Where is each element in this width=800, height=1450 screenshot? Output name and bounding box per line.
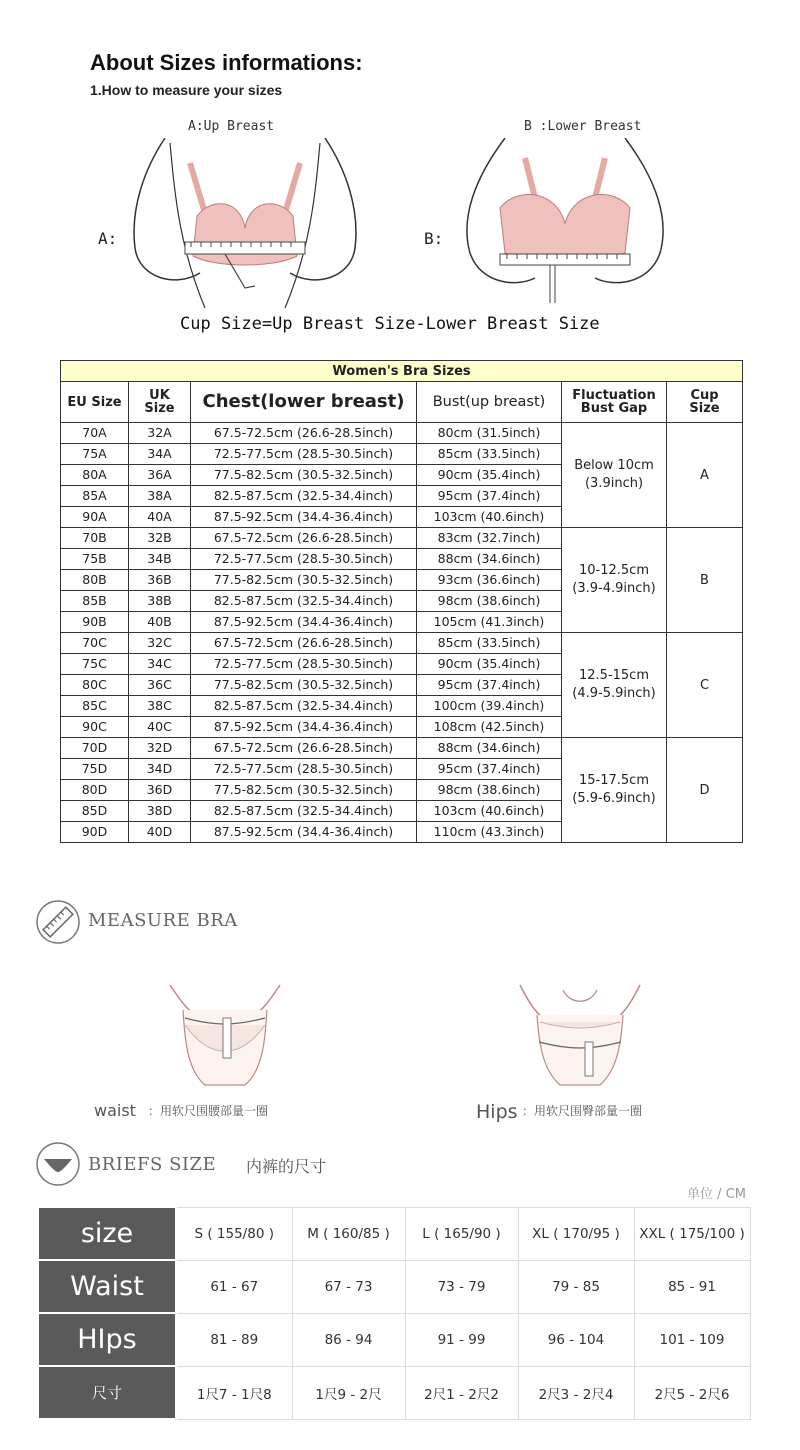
cell-uk: 32D — [129, 738, 191, 759]
cell-uk: 34A — [129, 444, 191, 465]
cell-uk: 40D — [129, 822, 191, 843]
table-row — [38, 1366, 750, 1419]
cell-fluctuation: 10-12.5cm (3.9-4.9inch) — [562, 528, 667, 633]
cell-uk: 34B — [129, 549, 191, 570]
header-cup-size: Cup Size — [667, 382, 743, 423]
cell-size: XL ( 170/95 ) — [518, 1207, 634, 1260]
row-label-hips: HIps — [38, 1313, 176, 1366]
cell-bust: 103cm (40.6inch) — [417, 507, 562, 528]
cell-bust: 90cm (35.4inch) — [417, 654, 562, 675]
cell-eu: 85B — [61, 591, 129, 612]
bra-size-table — [60, 360, 743, 843]
cell-chest: 72.5-77.5cm (28.5-30.5inch) — [191, 654, 417, 675]
cell-chi: 2尺3 - 2尺4 — [518, 1366, 634, 1419]
cell-bust: 108cm (42.5inch) — [417, 717, 562, 738]
cell-eu: 90C — [61, 717, 129, 738]
cell-chi: 1尺9 - 2尺 — [292, 1366, 405, 1419]
table-row — [38, 1313, 750, 1366]
cell-uk: 38C — [129, 696, 191, 717]
page-subtitle: 1.How to measure your sizes — [90, 82, 283, 98]
cell-hips: 81 - 89 — [176, 1313, 292, 1366]
cell-bust: 98cm (38.6inch) — [417, 780, 562, 801]
cell-chest: 77.5-82.5cm (30.5-32.5inch) — [191, 675, 417, 696]
cell-size: XXL ( 175/100 ) — [634, 1207, 750, 1260]
cell-eu: 70C — [61, 633, 129, 654]
unit-label: 单位 / CM — [687, 1187, 746, 1202]
cell-chest: 82.5-87.5cm (32.5-34.4inch) — [191, 801, 417, 822]
cell-bust: 85cm (33.5inch) — [417, 444, 562, 465]
cell-chi: 2尺5 - 2尺6 — [634, 1366, 750, 1419]
cell-eu: 85A — [61, 486, 129, 507]
header-bust: Bust(up breast) — [417, 382, 562, 423]
cell-eu: 90D — [61, 822, 129, 843]
table-row — [61, 528, 743, 549]
cell-uk: 32A — [129, 423, 191, 444]
briefs-size-heading-cn: 内裤的尺寸 — [246, 1157, 327, 1176]
cell-eu: 75C — [61, 654, 129, 675]
cell-chi: 1尺7 - 1尺8 — [176, 1366, 292, 1419]
waist-label: waist — [94, 1101, 136, 1120]
cell-chi: 2尺1 - 2尺2 — [405, 1366, 518, 1419]
cell-uk: 36A — [129, 465, 191, 486]
cell-cup: B — [667, 528, 743, 633]
table-row — [38, 1207, 750, 1260]
row-label-chi: 尺寸 — [38, 1366, 176, 1419]
cell-waist: 79 - 85 — [518, 1260, 634, 1313]
cell-size: L ( 165/90 ) — [405, 1207, 518, 1260]
cell-eu: 85C — [61, 696, 129, 717]
cell-bust: 90cm (35.4inch) — [417, 465, 562, 486]
cell-eu: 80C — [61, 675, 129, 696]
cell-chest: 67.5-72.5cm (26.6-28.5inch) — [191, 633, 417, 654]
cell-eu: 75D — [61, 759, 129, 780]
cell-eu: 75A — [61, 444, 129, 465]
cell-uk: 40B — [129, 612, 191, 633]
cell-bust: 93cm (36.6inch) — [417, 570, 562, 591]
cell-eu: 70D — [61, 738, 129, 759]
cell-bust: 95cm (37.4inch) — [417, 486, 562, 507]
cell-waist: 73 - 79 — [405, 1260, 518, 1313]
cell-eu: 85D — [61, 801, 129, 822]
table-row — [61, 633, 743, 654]
header-chest: Chest(lower breast) — [191, 382, 417, 423]
row-label-waist: Waist — [38, 1260, 176, 1313]
cell-uk: 34D — [129, 759, 191, 780]
cell-chest: 72.5-77.5cm (28.5-30.5inch) — [191, 549, 417, 570]
cell-hips: 91 - 99 — [405, 1313, 518, 1366]
cell-chest: 67.5-72.5cm (26.6-28.5inch) — [191, 528, 417, 549]
cell-bust: 105cm (41.3inch) — [417, 612, 562, 633]
up-breast-illustration — [125, 138, 365, 308]
waist-instruction: ：用软尺围腰部量一圈 — [148, 1104, 269, 1118]
measure-bra-heading: MEASURE BRA — [88, 910, 238, 931]
hips-instruction: ：用软尺围臀部量一圈 — [522, 1104, 643, 1118]
cell-uk: 36C — [129, 675, 191, 696]
diagram-letter-a: A: — [98, 229, 118, 248]
cell-chest: 77.5-82.5cm (30.5-32.5inch) — [191, 780, 417, 801]
ruler-icon — [34, 898, 82, 946]
cell-size: S ( 155/80 ) — [176, 1207, 292, 1260]
cell-chest: 82.5-87.5cm (32.5-34.4inch) — [191, 486, 417, 507]
cell-chest: 82.5-87.5cm (32.5-34.4inch) — [191, 591, 417, 612]
cell-uk: 38B — [129, 591, 191, 612]
cell-bust: 85cm (33.5inch) — [417, 633, 562, 654]
cell-eu: 80D — [61, 780, 129, 801]
waist-illustration — [165, 980, 285, 1090]
briefs-size-table — [37, 1206, 751, 1420]
bra-table-title: Women's Bra Sizes — [61, 361, 743, 382]
cell-bust: 95cm (37.4inch) — [417, 759, 562, 780]
diagram-label-lower-breast: B :Lower Breast — [524, 119, 642, 134]
cell-uk: 36D — [129, 780, 191, 801]
table-row — [61, 738, 743, 759]
header-uk-size: UK Size — [129, 382, 191, 423]
cell-uk: 32B — [129, 528, 191, 549]
cell-hips: 96 - 104 — [518, 1313, 634, 1366]
briefs-size-heading: BRIEFS SIZE — [88, 1154, 217, 1175]
cell-bust: 98cm (38.6inch) — [417, 591, 562, 612]
table-row — [61, 423, 743, 444]
cell-uk: 40C — [129, 717, 191, 738]
lower-breast-illustration — [455, 138, 675, 308]
cell-bust: 103cm (40.6inch) — [417, 801, 562, 822]
cell-cup: A — [667, 423, 743, 528]
cell-cup: D — [667, 738, 743, 843]
cell-chest: 72.5-77.5cm (28.5-30.5inch) — [191, 444, 417, 465]
cell-bust: 110cm (43.3inch) — [417, 822, 562, 843]
cell-eu: 75B — [61, 549, 129, 570]
cell-fluctuation: Below 10cm (3.9inch) — [562, 423, 667, 528]
header-fluctuation: Fluctuation Bust Gap — [562, 382, 667, 423]
cell-bust: 100cm (39.4inch) — [417, 696, 562, 717]
cell-uk: 38D — [129, 801, 191, 822]
cell-eu: 70A — [61, 423, 129, 444]
cup-size-formula: Cup Size=Up Breast Size-Lower Breast Size — [180, 314, 600, 334]
cell-chest: 77.5-82.5cm (30.5-32.5inch) — [191, 465, 417, 486]
diagram-letter-b: B: — [424, 229, 444, 248]
header-eu-size: EU Size — [61, 382, 129, 423]
cell-chest: 87.5-92.5cm (34.4-36.4inch) — [191, 507, 417, 528]
cell-bust: 80cm (31.5inch) — [417, 423, 562, 444]
hips-illustration — [515, 980, 645, 1090]
cell-chest: 87.5-92.5cm (34.4-36.4inch) — [191, 717, 417, 738]
cell-chest: 87.5-92.5cm (34.4-36.4inch) — [191, 822, 417, 843]
cell-waist: 85 - 91 — [634, 1260, 750, 1313]
cell-waist: 67 - 73 — [292, 1260, 405, 1313]
briefs-icon — [34, 1140, 82, 1188]
cell-bust: 95cm (37.4inch) — [417, 675, 562, 696]
cell-uk: 32C — [129, 633, 191, 654]
table-row — [38, 1260, 750, 1313]
cell-chest: 67.5-72.5cm (26.6-28.5inch) — [191, 423, 417, 444]
cell-chest: 67.5-72.5cm (26.6-28.5inch) — [191, 738, 417, 759]
cell-bust: 88cm (34.6inch) — [417, 549, 562, 570]
diagram-label-up-breast: A:Up Breast — [188, 119, 275, 134]
row-label-size: size — [38, 1207, 176, 1260]
cell-fluctuation: 15-17.5cm (5.9-6.9inch) — [562, 738, 667, 843]
page-title: About Sizes informations: — [90, 50, 363, 75]
cell-fluctuation: 12.5-15cm (4.9-5.9inch) — [562, 633, 667, 738]
cell-eu: 80A — [61, 465, 129, 486]
cell-eu: 90B — [61, 612, 129, 633]
cell-uk: 34C — [129, 654, 191, 675]
cell-uk: 38A — [129, 486, 191, 507]
cell-chest: 77.5-82.5cm (30.5-32.5inch) — [191, 570, 417, 591]
cell-waist: 61 - 67 — [176, 1260, 292, 1313]
cell-eu: 90A — [61, 507, 129, 528]
cell-hips: 86 - 94 — [292, 1313, 405, 1366]
cell-chest: 82.5-87.5cm (32.5-34.4inch) — [191, 696, 417, 717]
cell-eu: 70B — [61, 528, 129, 549]
cell-cup: C — [667, 633, 743, 738]
cell-size: M ( 160/85 ) — [292, 1207, 405, 1260]
cell-chest: 87.5-92.5cm (34.4-36.4inch) — [191, 612, 417, 633]
cell-uk: 40A — [129, 507, 191, 528]
cell-uk: 36B — [129, 570, 191, 591]
cell-chest: 72.5-77.5cm (28.5-30.5inch) — [191, 759, 417, 780]
cell-bust: 88cm (34.6inch) — [417, 738, 562, 759]
cell-hips: 101 - 109 — [634, 1313, 750, 1366]
cell-eu: 80B — [61, 570, 129, 591]
cell-bust: 83cm (32.7inch) — [417, 528, 562, 549]
hips-label: Hips — [476, 1101, 518, 1123]
